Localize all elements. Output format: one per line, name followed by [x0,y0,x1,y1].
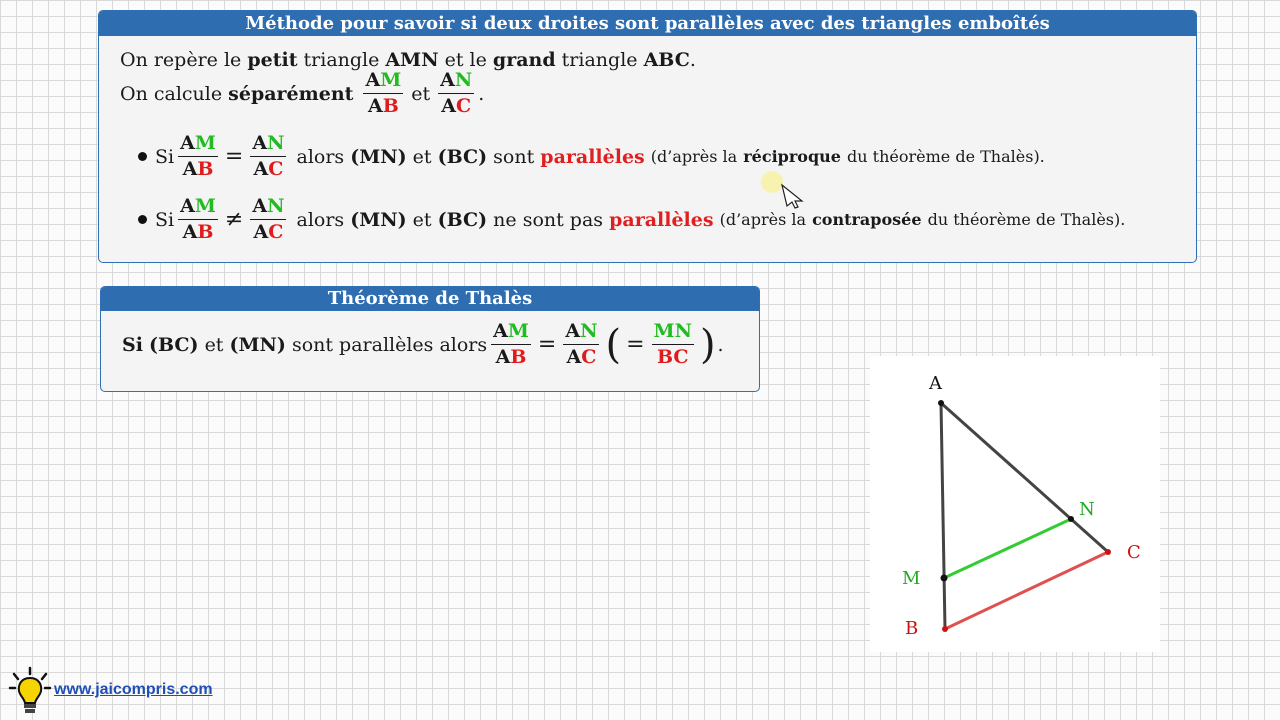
frac-part: M [380,69,402,91]
thales-statement [122,321,724,368]
text: sont parallèles alors [291,333,488,356]
pointer-cursor-icon [758,169,810,211]
text: triangle [561,49,638,71]
text-bc: (BC) [437,208,488,231]
frac-part: A [252,132,268,154]
frac-part: B [510,346,527,368]
frac-part: A [182,221,198,243]
text-contraposee: contraposée [812,210,922,229]
equals-sign: = [626,332,645,357]
method-line-1 [120,49,696,71]
fraction-an-ac [563,321,599,368]
fraction-am-ab [363,70,403,117]
frac-part: B [382,95,399,117]
frac-part: B [197,158,214,180]
frac-part: A [566,346,582,368]
frac-part: BC [656,346,689,368]
segment-ac [941,403,1108,552]
bullet-parallel [138,133,1045,180]
text-bc: (BC) [149,333,199,356]
text: . [478,82,485,105]
frac-part: N [267,132,285,154]
text: sont [493,145,535,168]
text-paralleles: parallèles [540,145,645,168]
text: du théorème de Thalès). [847,147,1045,166]
frac-part: A [252,195,268,217]
frac-part: N [580,320,598,342]
text-separement: séparément [228,82,354,105]
thales-box-title: Théorème de Thalès [101,287,759,311]
label-n: N [1079,499,1095,520]
frac-part: A [180,195,195,217]
text-paralleles: parallèles [609,208,714,231]
text: Si [155,208,175,231]
text: . [717,333,724,356]
text-abc: ABC [643,49,690,71]
equals-sign: = [224,144,244,169]
segment-bc [945,552,1108,629]
text-bc: (BC) [437,145,488,168]
triangle-diagram [870,356,1160,652]
segment-mn [944,519,1071,578]
fraction-an-ac [250,133,286,180]
frac-part: M [194,195,216,217]
bullet-not-parallel [138,196,1125,243]
text: On repère le [120,49,242,71]
text-amn: AMN [385,49,439,71]
frac-part: C [456,95,472,117]
text: alors [296,208,345,231]
bullet-icon [138,152,147,161]
text: . [689,49,696,71]
open-paren: ( [605,321,622,368]
text-mn: (MN) [229,333,286,356]
segment-ab [941,403,945,629]
text-reciproque: réciproque [743,147,841,166]
fraction-mn-bc [652,321,694,368]
text-petit: petit [247,49,298,71]
frac-part: A [367,95,383,117]
frac-part: M [194,132,216,154]
frac-part: C [268,221,284,243]
frac-part: A [440,69,455,91]
point-c [1105,549,1111,555]
text-mn: (MN) [350,145,407,168]
method-box-title: Méthode pour savoir si deux droites sont parallèles avec des triangles emboîtés [99,11,1196,36]
text: et [412,208,432,231]
label-a: A [929,373,942,394]
label-b: B [905,618,919,639]
text-mn: (MN) [350,208,407,231]
close-paren: ) [699,321,716,368]
frac-part: A [565,320,581,342]
text: (d’après la [650,147,738,166]
text: ne sont pas [493,208,604,231]
frac-part: M [507,320,529,342]
label-m: M [902,568,921,589]
equals-sign: = [537,332,557,357]
frac-part: A [182,158,198,180]
frac-part: A [441,95,457,117]
bullet-icon [138,215,147,224]
point-m [941,575,948,582]
text: (d’après la [719,210,807,229]
not-equals-sign: ≠ [224,207,244,232]
frac-part: C [268,158,284,180]
text: et [411,82,431,105]
fraction-am-ab [491,321,531,368]
fraction-an-ac [438,70,474,117]
frac-part: A [365,69,381,91]
method-line-2 [120,70,484,117]
lightbulb-icon [8,666,52,716]
frac-part: A [493,320,508,342]
fraction-an-ac [250,196,286,243]
frac-part: C [581,346,597,368]
text: triangle [303,49,380,71]
frac-part: MN [652,321,694,345]
frac-part: B [197,221,214,243]
fraction-am-ab [178,133,218,180]
text: et [412,145,432,168]
point-n [1068,516,1074,522]
frac-part: A [180,132,195,154]
label-c: C [1127,542,1141,563]
fraction-am-ab [178,196,218,243]
frac-part: A [495,346,511,368]
text: On calcule [120,82,223,105]
text: alors [296,145,345,168]
point-b [942,626,948,632]
text-grand: grand [492,49,556,71]
text: Si [155,145,175,168]
text-si: Si [122,333,143,356]
frac-part: N [454,69,473,91]
text: et le [444,49,487,71]
frac-part: N [267,195,285,217]
website-link[interactable]: www.jaicompris.com [54,681,213,698]
text: du théorème de Thalès). [927,210,1126,229]
triangle-figure [870,356,1160,652]
text: et [204,333,224,356]
frac-part: A [253,221,269,243]
point-a [938,400,944,406]
frac-part: A [253,158,269,180]
